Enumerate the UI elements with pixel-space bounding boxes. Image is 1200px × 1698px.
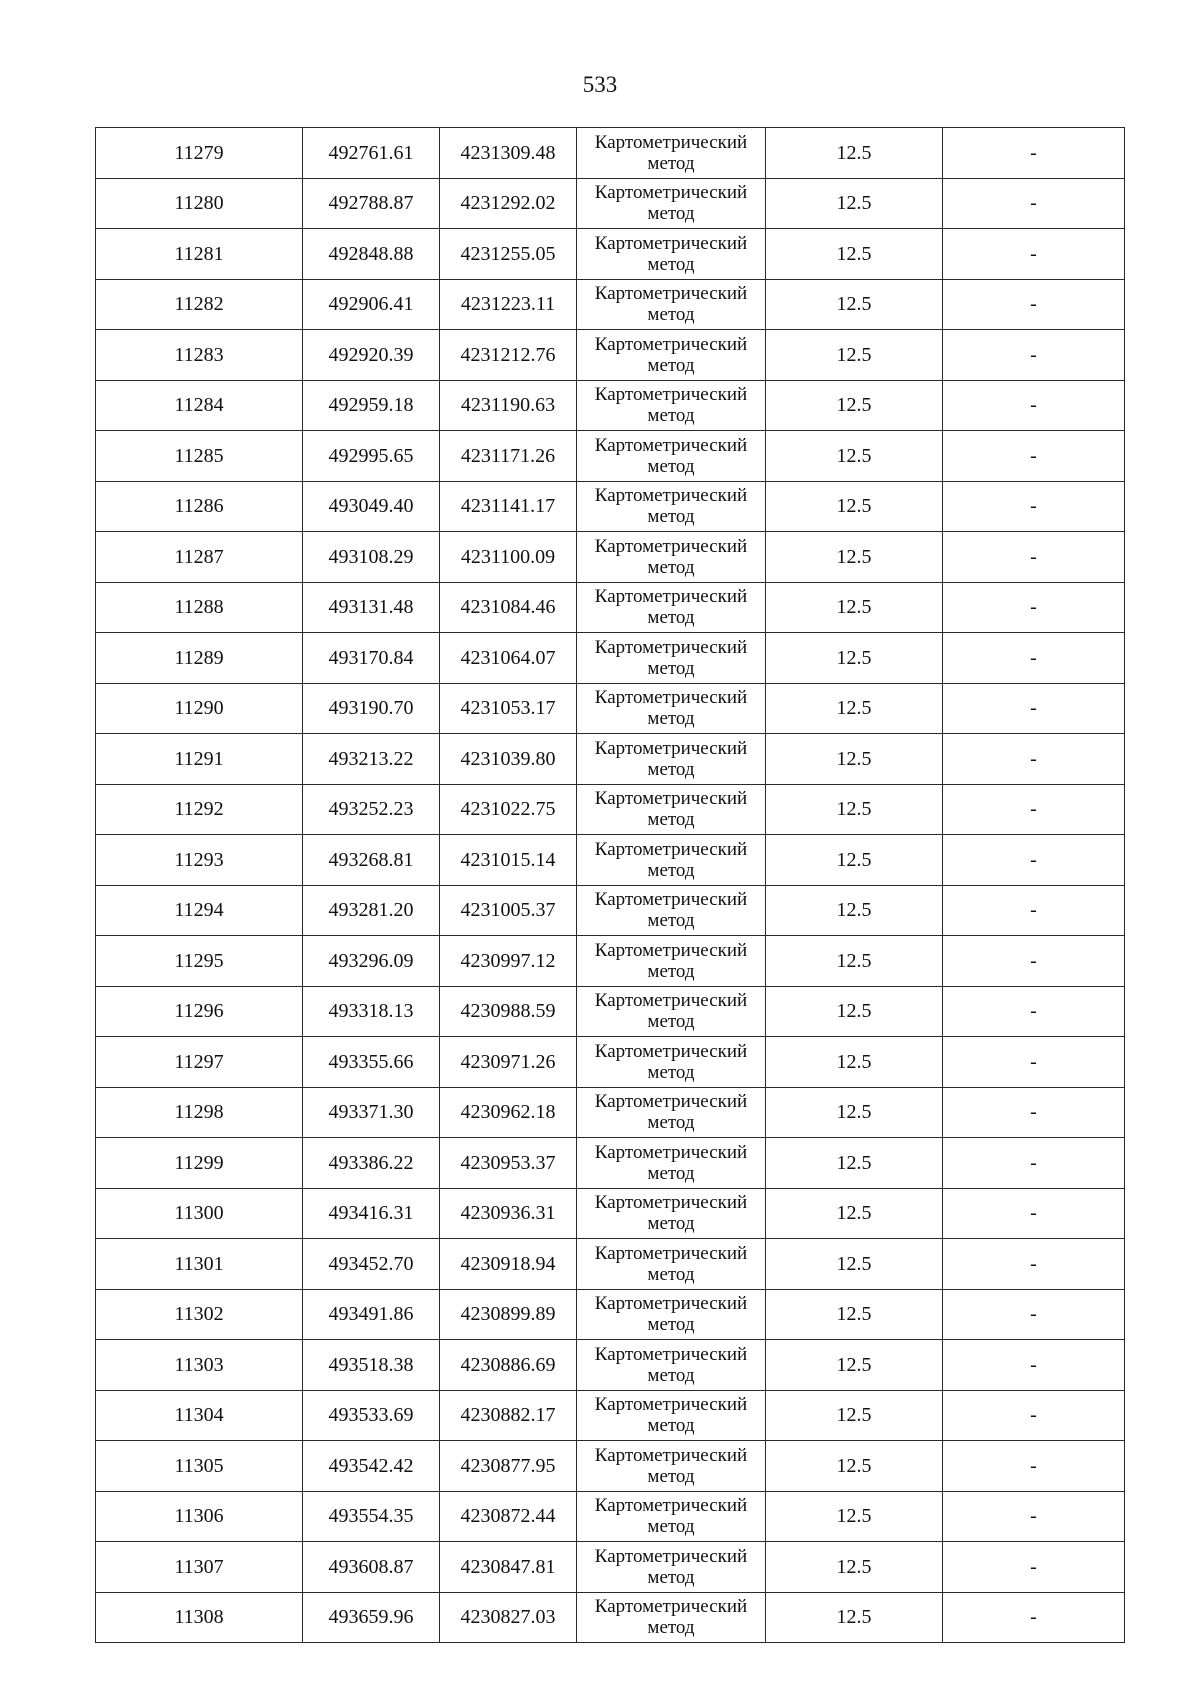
method-cell <box>577 683 766 734</box>
point-id-cell: 11285 <box>96 431 303 482</box>
accuracy-cell: 12.5 <box>766 1087 943 1138</box>
table-row <box>96 532 1125 583</box>
method-cell <box>577 784 766 835</box>
method-line-2: метод <box>647 1061 695 1083</box>
y-coordinate-cell: 4230918.94 <box>440 1239 577 1290</box>
point-id-cell: 11287 <box>96 532 303 583</box>
note-cell: - <box>943 128 1125 179</box>
table-row <box>96 936 1125 987</box>
y-coordinate-cell: 4231309.48 <box>440 128 577 179</box>
table-row <box>96 1340 1125 1391</box>
point-id-cell: 11298 <box>96 1087 303 1138</box>
method-line-1: Картометрический <box>594 434 748 456</box>
table-row <box>96 1188 1125 1239</box>
y-coordinate-cell: 4230872.44 <box>440 1491 577 1542</box>
table-row <box>96 1491 1125 1542</box>
note-cell: - <box>943 1037 1125 1088</box>
accuracy-cell: 12.5 <box>766 229 943 280</box>
method-line-1: Картометрический <box>594 1596 748 1618</box>
point-id-cell: 11289 <box>96 633 303 684</box>
y-coordinate-cell: 4230886.69 <box>440 1340 577 1391</box>
note-cell: - <box>943 1340 1125 1391</box>
table-row <box>96 1239 1125 1290</box>
method-cell <box>577 885 766 936</box>
x-coordinate-cell: 492848.88 <box>303 229 440 280</box>
method-line-1: Картометрический <box>594 1192 748 1214</box>
x-coordinate-cell: 493296.09 <box>303 936 440 987</box>
accuracy-cell: 12.5 <box>766 279 943 330</box>
method-line-1: Картометрический <box>594 1040 748 1062</box>
note-cell: - <box>943 178 1125 229</box>
note-cell: - <box>943 279 1125 330</box>
accuracy-cell: 12.5 <box>766 128 943 179</box>
method-line-1: Картометрический <box>594 838 748 860</box>
note-cell: - <box>943 532 1125 583</box>
method-cell <box>577 1289 766 1340</box>
point-id-cell: 11306 <box>96 1491 303 1542</box>
x-coordinate-cell: 493213.22 <box>303 734 440 785</box>
accuracy-cell: 12.5 <box>766 633 943 684</box>
point-id-cell: 11303 <box>96 1340 303 1391</box>
method-cell <box>577 431 766 482</box>
method-line-2: метод <box>647 405 695 427</box>
method-cell <box>577 835 766 886</box>
accuracy-cell: 12.5 <box>766 1340 943 1391</box>
table-row <box>96 1592 1125 1643</box>
y-coordinate-cell: 4231255.05 <box>440 229 577 280</box>
x-coordinate-cell: 493554.35 <box>303 1491 440 1542</box>
y-coordinate-cell: 4230827.03 <box>440 1592 577 1643</box>
note-cell: - <box>943 885 1125 936</box>
y-coordinate-cell: 4230997.12 <box>440 936 577 987</box>
x-coordinate-cell: 493355.66 <box>303 1037 440 1088</box>
point-id-cell: 11302 <box>96 1289 303 1340</box>
x-coordinate-cell: 493386.22 <box>303 1138 440 1189</box>
method-cell <box>577 128 766 179</box>
table-body <box>96 128 1125 1643</box>
method-line-2: метод <box>647 809 695 831</box>
table-row <box>96 1138 1125 1189</box>
method-line-1: Картометрический <box>594 232 748 254</box>
accuracy-cell: 12.5 <box>766 1239 943 1290</box>
method-line-1: Картометрический <box>594 283 748 305</box>
method-line-1: Картометрический <box>594 1444 748 1466</box>
method-line-2: метод <box>647 1011 695 1033</box>
method-line-2: метод <box>647 455 695 477</box>
x-coordinate-cell: 492906.41 <box>303 279 440 330</box>
point-id-cell: 11279 <box>96 128 303 179</box>
accuracy-cell: 12.5 <box>766 835 943 886</box>
accuracy-cell: 12.5 <box>766 1037 943 1088</box>
method-line-2: метод <box>647 354 695 376</box>
table-row <box>96 683 1125 734</box>
accuracy-cell: 12.5 <box>766 683 943 734</box>
x-coordinate-cell: 492761.61 <box>303 128 440 179</box>
method-line-2: метод <box>647 910 695 932</box>
note-cell: - <box>943 431 1125 482</box>
y-coordinate-cell: 4230953.37 <box>440 1138 577 1189</box>
method-cell <box>577 1441 766 1492</box>
table-row <box>96 330 1125 381</box>
method-line-1: Картометрический <box>594 788 748 810</box>
method-cell <box>577 1087 766 1138</box>
method-line-2: метод <box>647 506 695 528</box>
table-row <box>96 633 1125 684</box>
point-id-cell: 11281 <box>96 229 303 280</box>
table-row <box>96 1289 1125 1340</box>
method-line-1: Картометрический <box>594 1495 748 1517</box>
note-cell: - <box>943 633 1125 684</box>
x-coordinate-cell: 493371.30 <box>303 1087 440 1138</box>
x-coordinate-cell: 492920.39 <box>303 330 440 381</box>
x-coordinate-cell: 493268.81 <box>303 835 440 886</box>
table-row <box>96 986 1125 1037</box>
method-cell <box>577 279 766 330</box>
accuracy-cell: 12.5 <box>766 936 943 987</box>
method-cell <box>577 1390 766 1441</box>
point-id-cell: 11300 <box>96 1188 303 1239</box>
point-id-cell: 11308 <box>96 1592 303 1643</box>
table-row <box>96 1441 1125 1492</box>
method-cell <box>577 936 766 987</box>
table-row <box>96 178 1125 229</box>
method-line-2: метод <box>647 1314 695 1336</box>
note-cell: - <box>943 1441 1125 1492</box>
y-coordinate-cell: 4231015.14 <box>440 835 577 886</box>
x-coordinate-cell: 493491.86 <box>303 1289 440 1340</box>
table-row <box>96 229 1125 280</box>
y-coordinate-cell: 4231190.63 <box>440 380 577 431</box>
y-coordinate-cell: 4230988.59 <box>440 986 577 1037</box>
accuracy-cell: 12.5 <box>766 1441 943 1492</box>
accuracy-cell: 12.5 <box>766 481 943 532</box>
table-row <box>96 1087 1125 1138</box>
method-line-1: Картометрический <box>594 535 748 557</box>
table-row <box>96 128 1125 179</box>
point-id-cell: 11288 <box>96 582 303 633</box>
method-line-2: метод <box>647 960 695 982</box>
method-line-1: Картометрический <box>594 737 748 759</box>
note-cell: - <box>943 582 1125 633</box>
accuracy-cell: 12.5 <box>766 330 943 381</box>
note-cell: - <box>943 1289 1125 1340</box>
x-coordinate-cell: 493659.96 <box>303 1592 440 1643</box>
table-row <box>96 279 1125 330</box>
table-row <box>96 1390 1125 1441</box>
method-line-2: метод <box>647 1213 695 1235</box>
x-coordinate-cell: 493170.84 <box>303 633 440 684</box>
method-line-1: Картометрический <box>594 182 748 204</box>
method-cell <box>577 178 766 229</box>
note-cell: - <box>943 835 1125 886</box>
accuracy-cell: 12.5 <box>766 1542 943 1593</box>
accuracy-cell: 12.5 <box>766 178 943 229</box>
x-coordinate-cell: 493281.20 <box>303 885 440 936</box>
y-coordinate-cell: 4231064.07 <box>440 633 577 684</box>
y-coordinate-cell: 4230962.18 <box>440 1087 577 1138</box>
x-coordinate-cell: 493608.87 <box>303 1542 440 1593</box>
method-line-2: метод <box>647 1162 695 1184</box>
y-coordinate-cell: 4230877.95 <box>440 1441 577 1492</box>
table-row <box>96 1542 1125 1593</box>
point-id-cell: 11283 <box>96 330 303 381</box>
y-coordinate-cell: 4231005.37 <box>440 885 577 936</box>
accuracy-cell: 12.5 <box>766 1491 943 1542</box>
note-cell: - <box>943 784 1125 835</box>
method-line-1: Картометрический <box>594 1293 748 1315</box>
x-coordinate-cell: 493131.48 <box>303 582 440 633</box>
y-coordinate-cell: 4231053.17 <box>440 683 577 734</box>
method-line-2: метод <box>647 1516 695 1538</box>
point-id-cell: 11304 <box>96 1390 303 1441</box>
point-id-cell: 11299 <box>96 1138 303 1189</box>
table-row <box>96 1037 1125 1088</box>
table-row <box>96 582 1125 633</box>
y-coordinate-cell: 4231171.26 <box>440 431 577 482</box>
y-coordinate-cell: 4231100.09 <box>440 532 577 583</box>
method-line-2: метод <box>647 1465 695 1487</box>
note-cell: - <box>943 1188 1125 1239</box>
x-coordinate-cell: 493542.42 <box>303 1441 440 1492</box>
y-coordinate-cell: 4230882.17 <box>440 1390 577 1441</box>
method-cell <box>577 986 766 1037</box>
y-coordinate-cell: 4231084.46 <box>440 582 577 633</box>
x-coordinate-cell: 493049.40 <box>303 481 440 532</box>
coordinates-table <box>95 127 1125 1643</box>
accuracy-cell: 12.5 <box>766 734 943 785</box>
x-coordinate-cell: 492995.65 <box>303 431 440 482</box>
method-line-2: метод <box>647 203 695 225</box>
accuracy-cell: 12.5 <box>766 986 943 1037</box>
point-id-cell: 11293 <box>96 835 303 886</box>
note-cell: - <box>943 1138 1125 1189</box>
note-cell: - <box>943 734 1125 785</box>
method-line-1: Картометрический <box>594 1141 748 1163</box>
table-row <box>96 481 1125 532</box>
method-cell <box>577 1239 766 1290</box>
x-coordinate-cell: 493252.23 <box>303 784 440 835</box>
y-coordinate-cell: 4231141.17 <box>440 481 577 532</box>
x-coordinate-cell: 493416.31 <box>303 1188 440 1239</box>
note-cell: - <box>943 1491 1125 1542</box>
method-line-1: Картометрический <box>594 990 748 1012</box>
accuracy-cell: 12.5 <box>766 380 943 431</box>
table-row <box>96 431 1125 482</box>
accuracy-cell: 12.5 <box>766 1188 943 1239</box>
method-line-2: метод <box>647 1112 695 1134</box>
note-cell: - <box>943 330 1125 381</box>
method-line-2: метод <box>647 859 695 881</box>
method-line-2: метод <box>647 1263 695 1285</box>
y-coordinate-cell: 4231223.11 <box>440 279 577 330</box>
method-cell <box>577 481 766 532</box>
point-id-cell: 11286 <box>96 481 303 532</box>
accuracy-cell: 12.5 <box>766 1138 943 1189</box>
x-coordinate-cell: 493533.69 <box>303 1390 440 1441</box>
method-cell <box>577 1592 766 1643</box>
accuracy-cell: 12.5 <box>766 582 943 633</box>
method-line-2: метод <box>647 708 695 730</box>
note-cell: - <box>943 1592 1125 1643</box>
x-coordinate-cell: 492959.18 <box>303 380 440 431</box>
method-line-2: метод <box>647 1415 695 1437</box>
y-coordinate-cell: 4230899.89 <box>440 1289 577 1340</box>
method-line-1: Картометрический <box>594 586 748 608</box>
note-cell: - <box>943 1087 1125 1138</box>
method-line-1: Картометрический <box>594 333 748 355</box>
method-line-1: Картометрический <box>594 1343 748 1365</box>
method-line-1: Картометрический <box>594 131 748 153</box>
point-id-cell: 11297 <box>96 1037 303 1088</box>
point-id-cell: 11294 <box>96 885 303 936</box>
table-row <box>96 835 1125 886</box>
method-line-1: Картометрический <box>594 889 748 911</box>
point-id-cell: 11292 <box>96 784 303 835</box>
method-cell <box>577 633 766 684</box>
method-cell <box>577 380 766 431</box>
method-cell <box>577 1340 766 1391</box>
method-cell <box>577 582 766 633</box>
note-cell: - <box>943 481 1125 532</box>
y-coordinate-cell: 4231022.75 <box>440 784 577 835</box>
note-cell: - <box>943 936 1125 987</box>
method-cell <box>577 1138 766 1189</box>
y-coordinate-cell: 4231292.02 <box>440 178 577 229</box>
method-line-2: метод <box>647 607 695 629</box>
x-coordinate-cell: 493518.38 <box>303 1340 440 1391</box>
table-row <box>96 734 1125 785</box>
method-line-2: метод <box>647 657 695 679</box>
y-coordinate-cell: 4231212.76 <box>440 330 577 381</box>
method-cell <box>577 229 766 280</box>
point-id-cell: 11282 <box>96 279 303 330</box>
method-cell <box>577 330 766 381</box>
point-id-cell: 11284 <box>96 380 303 431</box>
method-line-1: Картометрический <box>594 687 748 709</box>
point-id-cell: 11280 <box>96 178 303 229</box>
note-cell: - <box>943 229 1125 280</box>
method-line-1: Картометрический <box>594 485 748 507</box>
accuracy-cell: 12.5 <box>766 532 943 583</box>
method-line-2: метод <box>647 1364 695 1386</box>
table-row <box>96 784 1125 835</box>
note-cell: - <box>943 380 1125 431</box>
note-cell: - <box>943 1239 1125 1290</box>
x-coordinate-cell: 493190.70 <box>303 683 440 734</box>
method-line-2: метод <box>647 1617 695 1639</box>
accuracy-cell: 12.5 <box>766 431 943 482</box>
note-cell: - <box>943 683 1125 734</box>
method-line-1: Картометрический <box>594 1242 748 1264</box>
table-row <box>96 380 1125 431</box>
method-cell <box>577 1491 766 1542</box>
y-coordinate-cell: 4230847.81 <box>440 1542 577 1593</box>
x-coordinate-cell: 493452.70 <box>303 1239 440 1290</box>
point-id-cell: 11291 <box>96 734 303 785</box>
method-line-2: метод <box>647 253 695 275</box>
accuracy-cell: 12.5 <box>766 885 943 936</box>
method-line-1: Картометрический <box>594 384 748 406</box>
method-line-2: метод <box>647 758 695 780</box>
method-line-2: метод <box>647 152 695 174</box>
accuracy-cell: 12.5 <box>766 1390 943 1441</box>
method-line-1: Картометрический <box>594 1545 748 1567</box>
y-coordinate-cell: 4230971.26 <box>440 1037 577 1088</box>
x-coordinate-cell: 493108.29 <box>303 532 440 583</box>
x-coordinate-cell: 493318.13 <box>303 986 440 1037</box>
method-line-2: метод <box>647 304 695 326</box>
note-cell: - <box>943 986 1125 1037</box>
y-coordinate-cell: 4230936.31 <box>440 1188 577 1239</box>
note-cell: - <box>943 1390 1125 1441</box>
point-id-cell: 11307 <box>96 1542 303 1593</box>
point-id-cell: 11301 <box>96 1239 303 1290</box>
table-row <box>96 885 1125 936</box>
method-line-2: метод <box>647 1566 695 1588</box>
method-line-1: Картометрический <box>594 1091 748 1113</box>
method-cell <box>577 1037 766 1088</box>
page-number: 533 <box>582 72 618 97</box>
method-line-1: Картометрический <box>594 939 748 961</box>
point-id-cell: 11295 <box>96 936 303 987</box>
method-cell <box>577 1188 766 1239</box>
point-id-cell: 11290 <box>96 683 303 734</box>
note-cell: - <box>943 1542 1125 1593</box>
x-coordinate-cell: 492788.87 <box>303 178 440 229</box>
method-line-1: Картометрический <box>594 1394 748 1416</box>
y-coordinate-cell: 4231039.80 <box>440 734 577 785</box>
method-line-1: Картометрический <box>594 636 748 658</box>
method-cell <box>577 734 766 785</box>
method-cell <box>577 532 766 583</box>
accuracy-cell: 12.5 <box>766 1289 943 1340</box>
method-cell <box>577 1542 766 1593</box>
point-id-cell: 11296 <box>96 986 303 1037</box>
point-id-cell: 11305 <box>96 1441 303 1492</box>
accuracy-cell: 12.5 <box>766 1592 943 1643</box>
accuracy-cell: 12.5 <box>766 784 943 835</box>
method-line-2: метод <box>647 556 695 578</box>
